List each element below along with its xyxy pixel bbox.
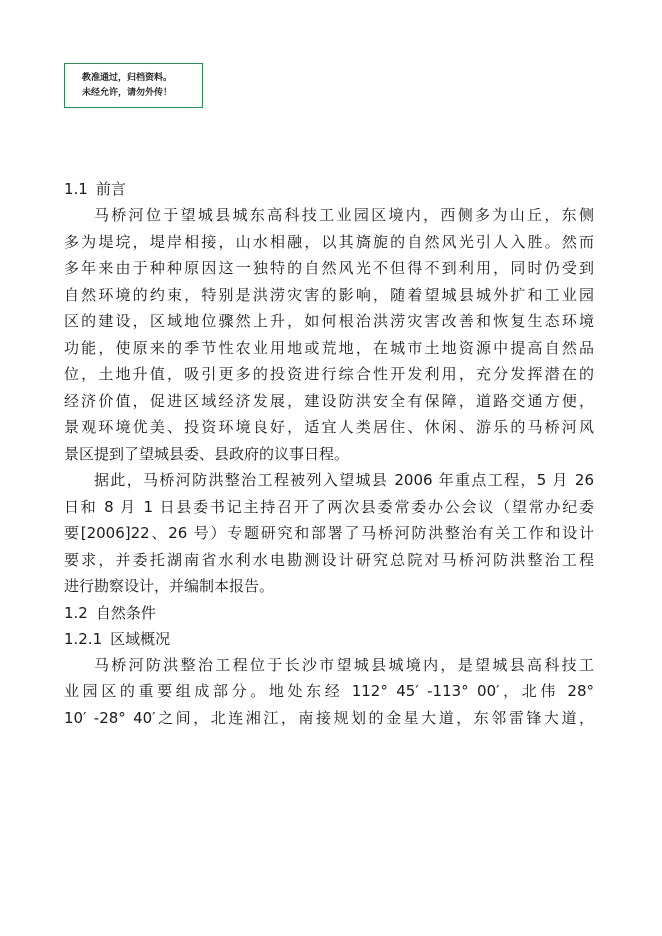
section-number: 1.2 xyxy=(64,603,88,622)
paragraph-regional-overview xyxy=(64,652,594,732)
paragraph-line: 多为堤垸，堤岸相接，山水相融，以其旖旎的自然风光引人入胜。然而 xyxy=(64,232,594,251)
archive-stamp xyxy=(64,63,203,108)
paragraph-line: 要求，并委托湖南省水利水电勘测设计研究总院对马桥河防洪整治工程 xyxy=(64,550,594,569)
paragraph-line: 日和 8 月 1 日县委书记主持召开了两次县委常委办公会议（望常办纪委 xyxy=(64,497,594,516)
paragraph-line: 要[2006]22、26 号）专题研究和部署了马桥河防洪整治有关工作和设计 xyxy=(64,524,594,542)
paragraph-line: 位，土地升值，吸引更多的投资进行综合性开发利用，充分发挥潜在的 xyxy=(64,365,594,383)
section-title: 区域概况 xyxy=(110,629,171,648)
paragraph-line: 经济价值，促进区域经济发展，建设防洪安全有保障，道路交通方便， xyxy=(64,391,594,410)
paragraph-line: 景区提到了望城县委、县政府的议事日程。 xyxy=(64,444,350,463)
stamp-line-1: 教准通过，归档资料。 xyxy=(82,73,173,83)
paragraph-line: 自然环境的约束，特别是洪涝灾害的影响，随着望城县城外扩和工业园 xyxy=(64,285,594,304)
paragraph-line: 马桥河防洪整治工程位于长沙市望城县城境内，是望城县高科技工 xyxy=(94,655,594,674)
section-title: 前言 xyxy=(95,180,126,198)
section-number: 1.1 xyxy=(64,180,88,198)
section-heading-1-2-1 xyxy=(64,626,594,652)
paragraph-line: 进行勘察设计，并编制本报告。 xyxy=(64,577,275,595)
paragraph-introduction xyxy=(64,202,594,467)
section-heading-1-1 xyxy=(64,176,594,202)
paragraph-line: 多年来由于种种原因这一独特的自然风光不但得不到利用，同时仍受到 xyxy=(64,259,594,277)
paragraph-project-background xyxy=(64,467,594,600)
paragraph-line: 景观环境优美、投资环境良好，适宜人类居住、休闲、游乐的马桥河风 xyxy=(64,418,594,436)
section-title: 自然条件 xyxy=(95,603,156,622)
section-number: 1.2.1 xyxy=(64,629,103,648)
paragraph-line: 功能，使原来的季节性农业用地或荒地，在城市土地资源中提高自然品 xyxy=(64,338,594,357)
paragraph-line: 业园区的重要组成部分。地处东经 112° 45′ -113° 00′，北伟 28° xyxy=(64,682,594,700)
paragraph-line: 区的建设，区域地位骤然上升，如何根治洪涝灾害改善和恢复生态环境 xyxy=(64,312,594,330)
section-heading-1-2 xyxy=(64,600,594,626)
paragraph-line: 10′ -28° 40′之间，北连湘江，南接规划的金星大道，东邻雷锋大道， xyxy=(64,708,594,727)
stamp-line-2: 未经允许，请勿外传！ xyxy=(82,88,173,98)
paragraph-line: 马桥河位于望城县城东高科技工业园区境内，西侧多为山丘，东侧 xyxy=(94,206,594,224)
document-body xyxy=(64,176,594,731)
paragraph-line: 据此，马桥河防洪整治工程被列入望城县 2006 年重点工程，5 月 26 xyxy=(94,471,594,489)
